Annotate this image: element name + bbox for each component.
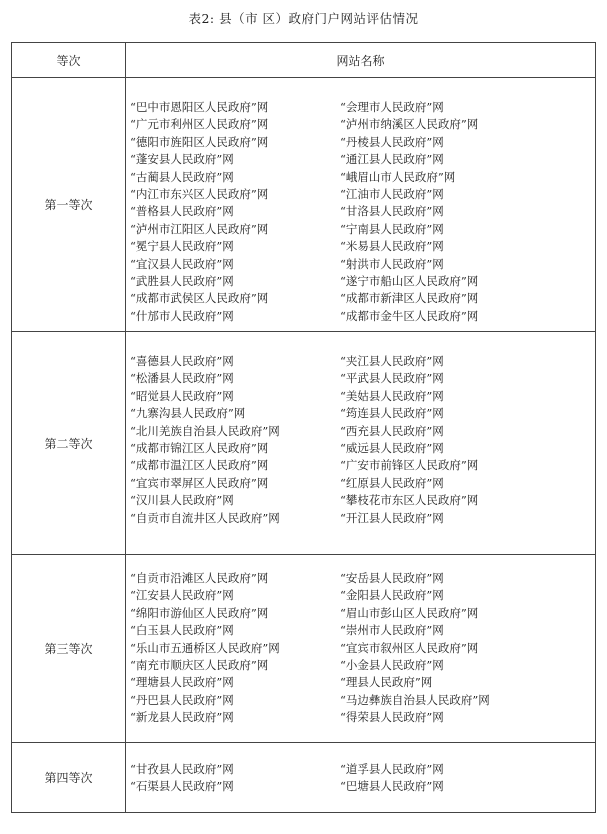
site-name: “内江市东兴区人民政府”网 (130, 187, 269, 202)
site-name: “宜宾市翠屏区人民政府”网 (130, 475, 269, 490)
site-name: “古蔺县人民政府”网 (130, 169, 234, 184)
site-name: “南充市顺庆区人民政府”网 (130, 658, 269, 673)
site-name: “宁南县人民政府”网 (340, 221, 444, 236)
tier-sites-1 (126, 78, 596, 332)
site-name: “自贡市沿滩区人民政府”网 (130, 571, 269, 585)
site-list-left (126, 99, 340, 331)
site-name: “崇州市人民政府”网 (340, 623, 444, 638)
sites-header: 网站名称 (126, 43, 596, 78)
site-name: “乐山市五通桥区人民政府”网 (130, 640, 280, 655)
site-name: “筠连县人民政府”网 (340, 406, 444, 421)
tier-row-1 (12, 78, 596, 332)
site-name: “夹江县人民政府”网 (340, 354, 444, 368)
site-name: “泸州市纳溪区人民政府”网 (340, 117, 479, 132)
site-name: “安岳县人民政府”网 (340, 571, 444, 585)
site-name: “武胜县人民政府”网 (130, 274, 234, 289)
site-name: “蓬安县人民政府”网 (130, 152, 234, 167)
tier-sites-2 (126, 332, 596, 555)
site-name: “丹棱县人民政府”网 (340, 134, 444, 149)
tier-sites-3 (126, 555, 596, 743)
site-name: “广安市前锋区人民政府”网 (340, 458, 479, 473)
site-name: “普格县人民政府”网 (130, 204, 234, 219)
tier-row-2 (12, 332, 596, 555)
site-name: “红原县人民政府”网 (340, 475, 444, 490)
site-list-left (126, 570, 340, 742)
site-name: “宜汉县人民政府”网 (130, 256, 234, 271)
site-name: “成都市锦江区人民政府”网 (130, 441, 269, 456)
site-list-left (126, 761, 340, 812)
site-list-left (126, 353, 340, 554)
site-name: “会理市人民政府”网 (340, 100, 444, 114)
site-list-right (340, 99, 595, 331)
site-name: “开江县人民政府”网 (340, 510, 444, 525)
site-name: “新龙县人民政府”网 (130, 710, 234, 725)
site-name: “绵阳市游仙区人民政府”网 (130, 605, 269, 620)
site-list-right (340, 761, 595, 812)
site-name: “北川羌族自治县人民政府”网 (130, 423, 280, 438)
site-name: “松潘县人民政府”网 (130, 371, 234, 386)
site-name: “通江县人民政府”网 (340, 152, 444, 167)
site-name: “巴塘县人民政府”网 (340, 779, 444, 794)
site-name: “江安县人民政府”网 (130, 588, 234, 603)
site-name: “金阳县人民政府”网 (340, 588, 444, 603)
site-name: “成都市金牛区人民政府”网 (340, 308, 479, 323)
rank-header: 等次 (12, 43, 126, 78)
site-name: “遂宁市船山区人民政府”网 (340, 274, 479, 289)
site-name: “西充县人民政府”网 (340, 423, 444, 438)
site-name: “九寨沟县人民政府”网 (130, 406, 246, 421)
site-name: “米易县人民政府”网 (340, 239, 444, 254)
site-name: “小金县人民政府”网 (340, 658, 444, 673)
site-name: “喜德县人民政府”网 (130, 354, 234, 368)
site-name: “平武县人民政府”网 (340, 371, 444, 386)
site-name: “巴中市恩阳区人民政府”网 (130, 100, 269, 114)
site-name: “射洪市人民政府”网 (340, 256, 444, 271)
site-name: “峨眉山市人民政府”网 (340, 169, 456, 184)
site-name: “理县人民政府”网 (340, 675, 433, 690)
site-name: “眉山市彭山区人民政府”网 (340, 605, 479, 620)
site-name: “泸州市江阳区人民政府”网 (130, 221, 269, 236)
site-name: “德阳市旌阳区人民政府”网 (130, 134, 269, 149)
site-name: “丹巴县人民政府”网 (130, 692, 234, 707)
tier-row-3 (12, 555, 596, 743)
site-name: “美姑县人民政府”网 (340, 388, 444, 403)
site-name: “成都市新津区人民政府”网 (340, 291, 479, 306)
table-caption: 表2: 县（市 区）政府门户网站评估情况 (188, 11, 419, 26)
site-list-right (340, 353, 595, 554)
site-name: “什邡市人民政府”网 (130, 308, 234, 323)
site-name: “汉川县人民政府”网 (130, 493, 234, 508)
tier-label-1: 第一等次 (12, 78, 126, 332)
tier-sites-4 (126, 743, 596, 813)
site-name: “广元市利州区人民政府”网 (130, 117, 269, 132)
evaluation-table (11, 42, 596, 813)
tier-row-4 (12, 743, 596, 813)
site-name: “攀枝花市东区人民政府”网 (340, 493, 479, 508)
site-name: “昭觉县人民政府”网 (130, 388, 234, 403)
site-name: “白玉县人民政府”网 (130, 623, 234, 638)
site-name: “自贡市自流井区人民政府”网 (130, 510, 280, 525)
site-name: “成都市武侯区人民政府”网 (130, 291, 269, 306)
site-name: “石渠县人民政府”网 (130, 779, 234, 794)
site-name: “江油市人民政府”网 (340, 187, 444, 202)
site-name: “道孚县人民政府”网 (340, 762, 444, 776)
tier-label-4: 第四等次 (12, 743, 126, 813)
header-row (12, 43, 596, 78)
site-list-right (340, 570, 595, 742)
tier-label-3: 第三等次 (12, 555, 126, 743)
site-name: “冕宁县人民政府”网 (130, 239, 234, 254)
site-name: “宜宾市叙州区人民政府”网 (340, 640, 479, 655)
site-name: “成都市温江区人民政府”网 (130, 458, 269, 473)
site-name: “甘洛县人民政府”网 (340, 204, 444, 219)
site-name: “理塘县人民政府”网 (130, 675, 234, 690)
site-name: “甘孜县人民政府”网 (130, 762, 234, 776)
tier-label-2: 第二等次 (12, 332, 126, 555)
site-name: “得荣县人民政府”网 (340, 710, 444, 725)
site-name: “威远县人民政府”网 (340, 441, 444, 456)
site-name: “马边彝族自治县人民政府”网 (340, 692, 490, 707)
